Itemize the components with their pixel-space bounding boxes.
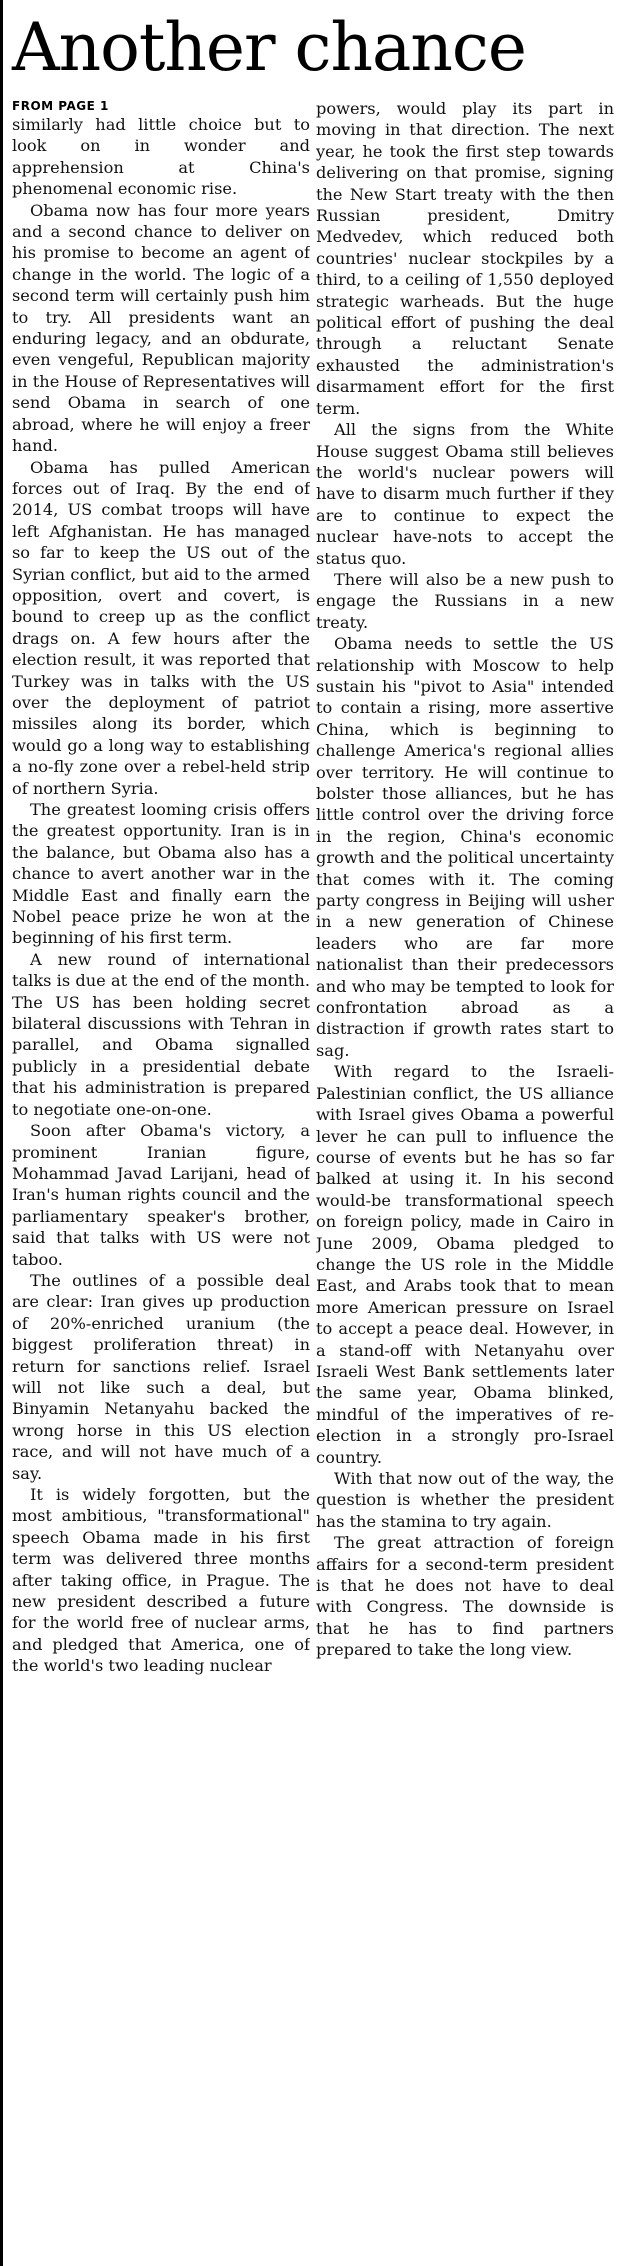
paragraph: A new round of international talks is due at the end of the month. The US has been holding secret bilateral discussions with Tehran in parallel, and Obama signalled publicly in a presidential debate that his administration is prepared to negotiate one-on-one. (12, 949, 310, 1119)
left-column-rule (0, 0, 3, 2266)
paragraph: All the signs from the White House suggest Obama still believes the world's nuclear powers will have to disarm much further if they are to continue to expect the nuclear have-nots to accept the status quo. (316, 420, 614, 568)
paragraph: It is widely forgotten, but the most ambitious, "transformational" speech Obama made in his first term was delivered three months after taking office, in Prague. The new president described a future for the world free of nuclear arms, and pledged that America, one of the world's two leading nuclear (12, 1485, 310, 1676)
headline: Another chance (12, 9, 526, 86)
paragraph: Obama needs to settle the US relationship with Moscow to help sustain his "pivot to Asia" intended to contain a rising, more assertive China, which is beginning to challenge America's regional allies over territory. He will continue to bolster those alliances, but he has little control over the driving force in the region, China's economic growth and the political uncertainty that comes with it. The coming party congress in Beijing will usher in a new generation of Chinese leaders who are far more nationalist than their predecessors and who may be tempted to look for confrontation abroad as a distraction if growth rates start to sag. (316, 634, 614, 1060)
paragraph: powers, would play its part in moving in that direction. The next year, he took the first step towards delivering on that promise, signing the New Start treaty with the then Russian president, Dmitry Medvedev, which reduced both countries' nuclear stockpiles by a third, to a ceiling of 1,550 deployed strategic warheads. But the huge political effort of pushing the deal through a reluctant Senate exhausted the administration's disarmament effort for the first term. (316, 99, 614, 418)
paragraph: There will also be a new push to engage the Russians in a new treaty. (316, 569, 614, 632)
paragraph: With that now out of the way, the question is whether the president has the stamina to try again. (316, 1469, 614, 1531)
paragraph: The great attraction of foreign affairs for a second-term president is that he does not have to deal with Congress. The downside is that he has to find partners prepared to take the long view. (316, 1533, 614, 1660)
paragraph: The outlines of a possible deal are clear: Iran gives up production of 20%-enriched uranium (the biggest proliferation threat) in return for sanctions relief. Israel will not like such a deal, but Binyamin Netanyahu backed the wrong horse in this US election race, and will not have much of a say. (12, 1270, 310, 1483)
article-column-left (12, 98, 310, 2258)
article-column-right (316, 98, 614, 2258)
continuation-kicker: FROM PAGE 1 (12, 99, 109, 113)
paragraph: Obama now has four more years and a second chance to deliver on his promise to become an agent of change in the world. The logic of a second term will certainly push him to try. All presidents want an enduring legacy, and an obdurate, even vengeful, Republican majority in the House of Representatives will send Obama in search of one abroad, where he will enjoy a freer hand. (12, 200, 310, 456)
paragraph: With regard to the Israeli-Palestinian conflict, the US alliance with Israel gives Obama a powerful lever he can pull to influence the course of events but he has so far balked at using it. In his second would-be transformational speech on foreign policy, made in Cairo in June 2009, Obama pledged to change the US role in the Middle East, and Arabs took that to mean more American pressure on Israel to accept a peace deal. However, in a stand-off with Netanyahu over Israeli West Bank settlements later the same year, Obama blinked, mindful of the imperatives of re-election in a strongly pro-Israel country. (316, 1062, 614, 1467)
paragraph: Obama has pulled American forces out of Iraq. By the end of 2014, US combat troops will have left Afghanistan. He has managed so far to keep the US out of the Syrian conflict, but aid to the armed opposition, overt and covert, is bound to creep up as the conflict drags on. A few hours after the election result, it was reported that Turkey was in talks with the US over the deployment of patriot missiles along its border, which would go a long way to establishing a no-fly zone over a rebel-held strip of northern Syria. (12, 457, 310, 798)
paragraph: The greatest looming crisis offers the greatest opportunity. Iran is in the balance, but Obama also has a chance to avert another war in the Middle East and finally earn the Nobel peace prize he won at the beginning of his first term. (12, 800, 310, 948)
paragraph: similarly had little choice but to look on in wonder and apprehension at China's phenomenal economic rise. (12, 115, 310, 199)
paragraph: Soon after Obama's victory, a prominent Iranian figure, Mohammad Javad Larijani, head of Iran's human rights council and the parliamentary speaker's brother, said that talks with US were not taboo. (12, 1121, 310, 1269)
